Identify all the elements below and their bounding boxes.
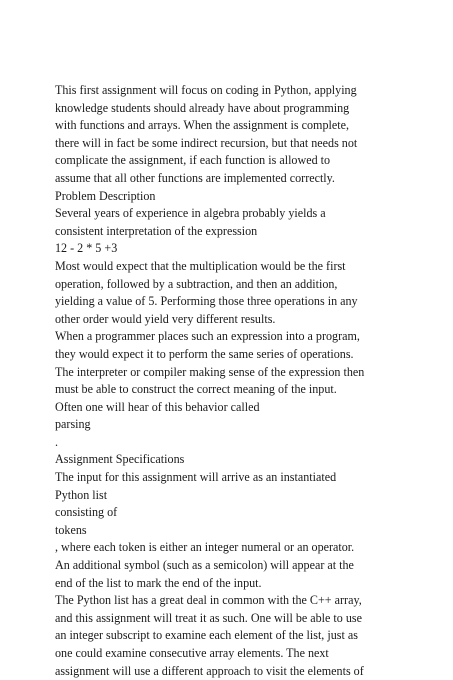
text-line: The interpreter or compiler making sense of the expression then xyxy=(55,364,365,379)
text-line: Often one will hear of this behavior called xyxy=(55,399,260,414)
text-line: an integer subscript to examine each element of the list, just as xyxy=(55,628,358,643)
text-line: knowledge students should already have about programming xyxy=(55,100,350,115)
text-line: Problem Description xyxy=(55,188,156,203)
text-line: Several years of experience in algebra probably yields a xyxy=(55,206,326,221)
text-line: Assignment Specifications xyxy=(55,452,185,467)
text-line: Most would expect that the multiplication would be the first xyxy=(55,258,346,273)
text-line: consistent interpretation of the expression xyxy=(55,223,258,238)
text-line: yielding a value of 5. Performing those three operations in any xyxy=(55,294,358,309)
text-line: with functions and arrays. When the assignment is complete, xyxy=(55,118,349,133)
text-line: assume that all other functions are implemented correctly. xyxy=(55,170,335,185)
text-line: end of the list to mark the end of the input. xyxy=(55,575,262,590)
text-line: . xyxy=(55,434,59,449)
text-line: assignment will use a different approach to visit the elements of xyxy=(55,663,364,678)
text-line: , where each token is either an integer numeral or an operator. xyxy=(55,540,355,555)
text-line: parsing xyxy=(55,417,91,432)
text-line: This first assignment will focus on coding in Python, applying xyxy=(55,83,357,97)
text-line: 12 - 2 * 5 +3 xyxy=(55,241,118,256)
text-line: operation, followed by a subtraction, and then an addition, xyxy=(55,276,338,291)
text-line: they would expect it to perform the same series of operations. xyxy=(55,346,354,361)
document-body xyxy=(55,82,415,680)
text-line: An additional symbol (such as a semicolon) will appear at the xyxy=(55,558,354,573)
text-line: must be able to construct the correct meaning of the input. xyxy=(55,382,337,397)
text-line: Python list xyxy=(55,487,108,502)
text-line: The Python list has a great deal in common with the C++ array, xyxy=(55,593,362,608)
text-line: The input for this assignment will arrive as an instantiated xyxy=(55,470,337,485)
text-line: other order would yield very different results. xyxy=(55,311,276,326)
text-line: tokens xyxy=(55,522,87,537)
text-line: one could examine consecutive array elements. The next xyxy=(55,646,329,660)
text-line: consisting of xyxy=(55,505,118,520)
text-line: When a programmer places such an expression into a program, xyxy=(55,329,360,344)
text-line: complicate the assignment, if each function is allowed to xyxy=(55,153,331,168)
text-line: and this assignment will treat it as such. One will be able to use xyxy=(55,610,362,625)
text-line: there will in fact be some indirect recursion, but that needs not xyxy=(55,135,358,150)
